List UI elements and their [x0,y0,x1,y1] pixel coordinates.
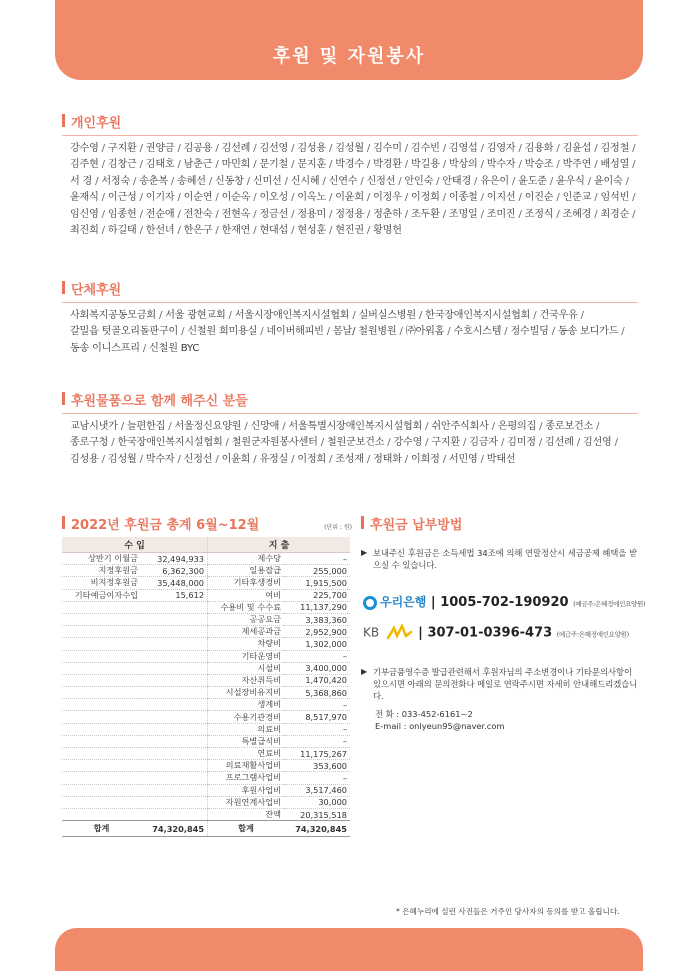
income-label [62,662,141,674]
donor-name: 김미정 [507,437,536,449]
expense-label: 연료비 [208,748,285,760]
donor-name: 사회복지공동모금회 [70,310,156,321]
donor-name: 하길태 [107,225,137,237]
donor-name: 송혜선 [177,175,206,187]
income-label [62,601,141,613]
expense-label: 수용기관경비 [208,711,285,723]
income-label [62,723,141,735]
donor-name: 현진권 [335,225,364,237]
donor-name: 김성월 [107,453,137,465]
donor-name: 안태경 [442,175,472,187]
donor-name: 윤재식 [70,192,99,204]
donor-name: 서울 광현교회 [165,310,226,321]
total-row [62,821,350,837]
bank1-holder: (예금주:은혜정애인요양원) [573,600,646,608]
donor-name: 한재연 [221,225,251,237]
donor-name: 전순애 [145,208,175,220]
income-label [62,748,141,760]
group-names: 사회복지공동모금회 / 서울 광현교회 / 서울시장애인복지시설협회 / 실버실스병원 / 한국장애인복지시설협회 / 건국우유 / 갈밀읍 텃골오리돌판구이 / 신철원 희미용실 / 네이버해피빈 / 몸날/ 철원병원 / ㈜아워홈 / 수호시스템 / 정수빌딩 / 동송 보디가드 / 동송 이니스프리 / 신철원 BYC [70,310,625,354]
donor-name: 김공용 [183,143,213,154]
donor-name: 정용미 [297,208,326,220]
expense-value: 8,517,970 [284,711,350,723]
income-label [62,711,141,723]
income-label [62,638,141,650]
table-row [62,699,350,711]
phone-line [361,708,638,720]
expense-value: 3,400,000 [284,662,350,674]
donor-name: 신망애 [250,421,280,432]
table-row [62,796,350,808]
donor-name: 신철원 희미용실 [187,326,258,338]
donor-name: 한국장애인복지시설협회 [117,437,223,449]
income-label: 상반기 이월금 [62,553,141,565]
expense-label: 제세공과금 [208,626,285,638]
income-label [62,760,141,772]
individual-section [62,112,638,239]
finance-title: 2022년 후원금 총계 6월~12월 [62,514,352,533]
donor-name: 조명일 [448,208,478,220]
donor-name: 신정선 [183,453,213,465]
total-expense-label: 합계 [208,821,285,837]
donor-name: 이정우 [373,192,402,204]
donor-name: 갈밀읍 텃골오리돌판구이 [70,326,179,338]
donor-name: 몸날/ 철원병원 [332,326,397,338]
donor-name: 종로보건소 [545,421,594,432]
donor-name: 김선례 [221,143,251,154]
income-value: 15,612 [141,589,208,601]
table-row [62,565,350,577]
donor-name: 서민영 [448,453,478,465]
table-row [62,784,350,796]
bank2-holder: (예금주:은혜정애인요양원) [556,630,629,639]
email-label: E-mail : [375,721,407,731]
expense-value: 2,952,900 [284,626,350,638]
donor-name: 실버실스병원 [358,310,416,321]
donor-name: 강수영 [393,437,423,449]
donor-name: 조정식 [524,208,554,220]
table-row [62,662,350,674]
table-row [62,748,350,760]
kb-star-logo [384,624,414,642]
income-label: 비지정후원금 [62,577,141,589]
income-label [62,808,141,820]
donor-name: 김용화 [524,143,554,154]
donor-name: 김금자 [469,437,498,449]
total-expense-value: 74,320,845 [284,821,350,837]
expense-value: 3,517,460 [284,784,350,796]
group-section [62,279,638,357]
donor-name: 김영섭 [448,143,478,154]
goods-section [62,390,638,468]
donor-name: 김창근 [107,159,137,171]
donor-name: 이정희 [411,192,440,204]
income-label [62,699,141,711]
donor-name: 종로구청 [70,437,109,449]
expense-value: – [284,772,350,784]
donor-name: 정정용 [335,208,364,220]
individual-names: 강수영 / 구지환 / 권양금 / 김공용 / 김선례 / 김선영 / 김성용 / 김성월 / 김수미 / 김수빈 / 김영섭 / 김영자 / 김용화 / 김윤섭 / 김정철 / 김주현 / 김창근 / 김태호 / 남춘근 / 마민희 / 문기철 / 문지훈 / 박경수 / 박경환 / 박길용 / 박상의 / 박수자 / 박승조 / 박주연 / 배성열 / 서 경 / 서정숙 / 송춘복 / 송혜선 / 신동창 / 신미선 / 신시혜 / 신연수 / 신정선 / 안인숙 / 안태경 / 유은이 / 윤도준 / 윤우식 / 윤이숙 / 윤재식 / 이근성 / 이기자 / 이순연 / 이순옥 / 이오성 / 이옥노 / 이윤희 / 이정우 / 이정희 / 이종철 / 이지선 / 이진순 / 인준교 / 임석빈 / 임신영 / 임종헌 / 전순애 / 전찬숙 / 전현옥 / 정금선 / 정용미 / 정정용 / 정춘하 / 조두환 / 조명일 / 조미진 / 조정식 / 조혜경 / 최경순 / 최진희 / 하길태 / 한선녀 / 한은구 / 한재연 / 현대섭 / 현성훈 / 현진권 / 황명헌 [70,143,636,237]
bank2-name: KB [363,625,380,640]
donor-name: 임석빈 [600,192,630,204]
expense-label: 프로그램사업비 [208,772,285,784]
income-value [141,626,208,638]
donor-name: 송춘복 [139,175,168,187]
expense-value: 225,700 [284,589,350,601]
donor-name: 윤이숙 [593,175,623,187]
expense-label: 기타후생경비 [208,577,285,589]
income-value [141,796,208,808]
individual-title: 개인후원 [62,112,638,131]
payment-title: 후원금 납부방법 [361,514,638,533]
expense-value: 11,175,267 [284,748,350,760]
expense-value: 1,470,420 [284,674,350,686]
donor-name: 마민희 [221,159,251,171]
donor-name: 문기철 [259,159,289,171]
donor-name: 박경환 [373,159,402,171]
income-value [141,808,208,820]
expense-label: 생계비 [208,699,285,711]
donor-name: 조성재 [335,453,364,465]
expense-value: 3,383,360 [284,613,350,625]
donor-name: 철원군보건소 [326,437,385,449]
income-label [62,784,141,796]
donor-name: 동송 이니스프리 [70,342,140,354]
donor-name: 정금선 [259,208,289,220]
contact-block [361,666,638,732]
table-row [62,723,350,735]
income-label [62,735,141,747]
expense-header: 지 출 [208,537,350,553]
donor-name: 조혜경 [562,208,592,220]
donor-name: 남춘근 [183,159,213,171]
expense-value: – [284,553,350,565]
donor-name: 수호시스템 [453,326,502,338]
table-row [62,687,350,699]
income-label [62,772,141,784]
income-label: 지정후원금 [62,565,141,577]
donor-name: 김주현 [70,159,99,171]
donor-name: 이윤희 [221,453,251,465]
donor-name: 신정선 [366,175,396,187]
donor-name: 구지환 [107,143,137,154]
donor-name: 윤도준 [518,175,547,187]
table-row [62,735,350,747]
donor-name: 정춘하 [373,208,402,220]
expense-label: 차량비 [208,638,285,650]
total-income-value: 74,320,845 [141,821,208,837]
expense-label: 자원연계사업비 [208,796,285,808]
expense-label: 시설비 [208,662,285,674]
expense-label: 특별급식비 [208,735,285,747]
table-row [62,638,350,650]
donor-name: 이근성 [107,192,137,204]
donor-name: 김선영 [259,143,289,154]
donor-name: 임신영 [70,208,99,220]
expense-label: 시설장비유지비 [208,687,285,699]
expense-value: 20,315,518 [284,808,350,820]
income-value [141,638,208,650]
footer-banner [55,928,643,971]
table-row [62,613,350,625]
donor-name: 신미선 [252,175,282,187]
footnote: * 은혜누리에 실린 사진들은 거주인 당사자의 동의를 받고 올립니다. [396,907,620,916]
donor-name: 김영자 [486,143,516,154]
donor-name: 조미진 [486,208,516,220]
expense-label: 공공요금 [208,613,285,625]
bank2-row: KB | 307-01-0396-473 (예금주:은혜정애인요양원) [363,625,629,641]
expense-value: 1,302,000 [284,638,350,650]
woori-bank-logo [363,596,377,610]
donor-name: 권양금 [145,143,175,154]
donor-name: 신연수 [328,175,358,187]
donor-name: 김정철 [600,143,630,154]
income-header: 수 입 [62,537,208,553]
expense-label: 일용잡급 [208,565,285,577]
expense-label: 후원사업비 [208,784,285,796]
donor-name: 김선례 [545,437,574,449]
income-value: 32,494,933 [141,553,208,565]
income-value [141,687,208,699]
group-title: 단체후원 [62,279,638,298]
donor-name: 네이버해피빈 [266,326,324,338]
header-banner [55,0,643,80]
finance-table [62,537,350,837]
donor-name: 조두환 [411,208,440,220]
donor-name: 배성열 [600,159,630,171]
income-value [141,601,208,613]
donor-name: 한선녀 [145,225,175,237]
payment-section [361,514,638,571]
goods-names: 교남시냇가 / 늘편한집 / 서울정신요양원 / 신망애 / 서울특별시장애인복지시설협회 / 쉬안주식회사 / 은평의집 / 종로보건소 / 종로구청 / 한국장애인복지시설협회 / 철원군자원봉사센터 / 철원군보건소 / 강수영 / 구지환 / 김금자 / 김미정 / 김선례 / 김선영 / 김성용 / 김성월 / 박수자 / 신정선 / 이윤희 / 유정실 / 이정희 / 조성재 / 정태화 / 이희정 / 서민영 / 박태선 [70,421,618,465]
income-value [141,784,208,796]
income-label [62,613,141,625]
income-value [141,650,208,662]
table-row [62,760,350,772]
expense-label: 잔액 [208,808,285,820]
income-value [141,662,208,674]
donor-name: 박경수 [335,159,364,171]
donor-name: 문지훈 [297,159,326,171]
donor-name: 이순옥 [221,192,251,204]
donor-name: 이순연 [183,192,213,204]
donor-name: 서정숙 [101,175,131,187]
donor-name: 박길용 [411,159,440,171]
donor-name: 쉬안주식회사 [431,421,489,432]
expense-value: 1,915,500 [284,577,350,589]
donor-name: 유정실 [259,453,289,465]
donor-name: 정태화 [373,453,402,465]
donor-name: 이오성 [259,192,289,204]
income-label [62,674,141,686]
unit-label: (단위 : 원) [324,524,352,531]
donor-name: 이옥노 [297,192,326,204]
donor-name: 김선영 [582,437,612,449]
donor-name: 김성용 [70,453,99,465]
expense-value: – [284,650,350,662]
expense-value: 353,600 [284,760,350,772]
expense-value: – [284,699,350,711]
donor-name: 건국우유 [539,310,578,321]
donor-name: 김태호 [145,159,175,171]
donor-name: 이정희 [297,453,326,465]
donor-name: 한국장애인복지시설협회 [425,310,531,321]
donor-name: 박승조 [524,159,554,171]
donor-name: 박태선 [486,453,516,465]
tax-note: ▶ 보내주신 후원금은 소득세법 34조에 의해 연말정산시 세금공제 혜택을 받으실 수 있습니다. [361,548,638,570]
phone-number: 033-452-6161~2 [401,709,473,719]
expense-value: 5,368,860 [284,687,350,699]
donor-name: 이진순 [524,192,554,204]
donor-name: 서울특별시장애인복지시설협회 [288,421,423,432]
donor-name: 은평의집 [497,421,537,432]
donor-name: 김성용 [297,143,326,154]
table-row [62,577,350,589]
expense-value: 11,137,290 [284,601,350,613]
donor-name: 정수빌딩 [510,326,549,338]
table-row [62,674,350,686]
donor-name: 유은이 [480,175,509,187]
donor-name: 서 경 [70,175,93,187]
income-label: 기타예금이자수입 [62,589,141,601]
income-value [141,760,208,772]
income-value [141,748,208,760]
email-line [361,720,638,732]
donor-name: 임종헌 [107,208,137,220]
bank1-account: 1005-702-190920 [440,595,569,610]
bank2-account: 307-01-0396-473 [427,625,553,641]
income-label [62,796,141,808]
donor-name: 박수자 [145,453,175,465]
table-row [62,808,350,820]
email-address[interactable]: onlyeun95@naver.com [409,721,505,731]
donor-name: 이기자 [145,192,175,204]
donor-name: ㈜아워홈 [405,326,445,338]
donor-name: 강수영 [70,143,99,154]
donor-name: 박수자 [486,159,516,171]
triangle-bullet-icon: ▶ [361,667,368,676]
donor-name: 윤우식 [556,175,585,187]
table-row [62,711,350,723]
donor-name: 최진희 [70,225,99,237]
income-value [141,613,208,625]
income-value [141,674,208,686]
donor-name: 박상의 [448,159,478,171]
donor-name: 현대섭 [259,225,289,237]
donor-name: 동송 보디가드 [557,326,619,338]
table-row [62,553,350,565]
income-value [141,699,208,711]
donor-name: 안인숙 [404,175,434,187]
total-income-label: 합계 [62,821,141,837]
bank1-row: 우리은행 | 1005-702-190920 (예금주:은혜정애인요양원) [363,593,645,610]
donor-name: 이종철 [448,192,478,204]
table-row [62,589,350,601]
donor-name: 인준교 [562,192,592,204]
donor-name: 구지환 [431,437,461,449]
donor-name: 서울정신요양원 [174,421,242,432]
donor-name: 철원군자원봉사센터 [231,437,318,449]
donor-name: 김성월 [335,143,364,154]
donor-name: 김수빈 [411,143,440,154]
donor-name: 이지선 [486,192,516,204]
donor-name: 김윤섭 [562,143,592,154]
donor-name: 최경순 [600,208,630,220]
expense-label: 수용비 및 수수료 [208,601,285,613]
table-row [62,626,350,638]
income-label [62,650,141,662]
donor-name: 김수미 [373,143,402,154]
phone-label: 전 화 : [375,709,400,719]
donor-name: 전현옥 [221,208,251,220]
bank1-name: 우리은행 [380,595,427,609]
income-value [141,711,208,723]
donor-name: 서울시장애인복지시설협회 [234,310,350,321]
goods-title: 후원물품으로 함께 해주신 분들 [62,390,638,409]
table-row [62,772,350,784]
donor-name: 한은구 [183,225,213,237]
expense-label: 의료비 [208,723,285,735]
triangle-bullet-icon: ▶ [361,548,368,557]
donor-name: 전찬숙 [183,208,213,220]
donor-name: 황명헌 [373,225,402,237]
expense-label: 제수당 [208,553,285,565]
donor-name: 신시혜 [290,175,320,187]
income-value [141,735,208,747]
expense-value: – [284,723,350,735]
donor-name: 신동창 [215,175,244,187]
table-row [62,650,350,662]
income-value [141,723,208,735]
expense-value: – [284,735,350,747]
income-value: 6,362,300 [141,565,208,577]
receipt-note: ▶ 기부금품영수증 발급관련해서 후원자님의 주소변경이나 기타문의사항이 있으시면 아래의 문의전화나 메일로 연락주시면 자세히 안내해드리겠습니다. [361,667,638,701]
expense-value: 255,000 [284,565,350,577]
income-label [62,687,141,699]
donor-name: 이윤희 [335,192,364,204]
donor-name: 이희정 [411,453,440,465]
expense-label: 여비 [208,589,285,601]
donor-name: 교남시냇가 [70,421,118,432]
finance-section [62,514,352,837]
donor-name: 신철원 BYC [149,342,200,354]
income-label [62,626,141,638]
expense-label: 기타운영비 [208,650,285,662]
expense-value: 30,000 [284,796,350,808]
expense-label: 자산취득비 [208,674,285,686]
donor-name: 현성훈 [297,225,326,237]
donor-name: 박주연 [562,159,592,171]
expense-label: 의료재활사업비 [208,760,285,772]
donor-name: 늘편한집 [127,421,166,432]
income-value: 35,448,000 [141,577,208,589]
page-title: 후원 및 자원봉사 [272,46,426,67]
table-row [62,601,350,613]
income-value [141,772,208,784]
